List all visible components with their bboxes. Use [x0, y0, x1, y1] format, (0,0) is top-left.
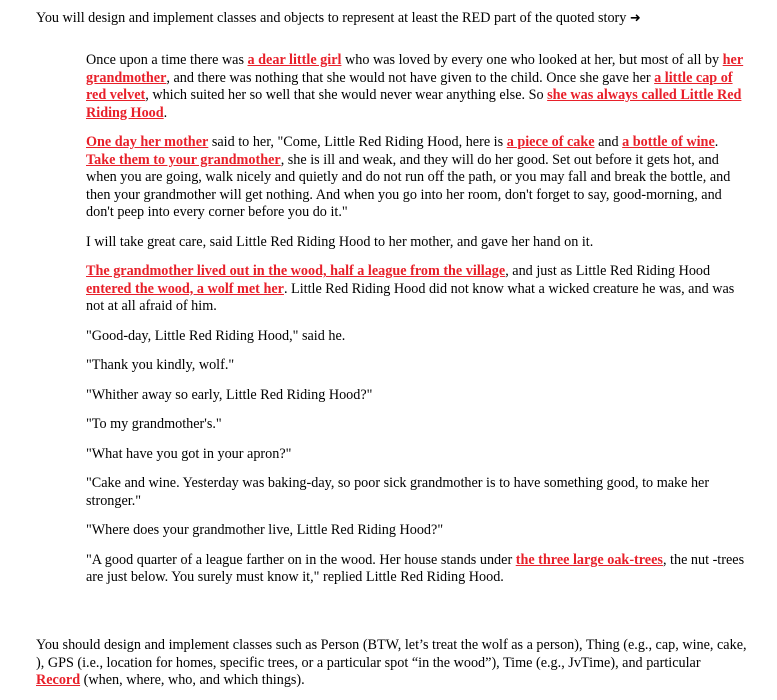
story-paragraph-8: "To my grandmother's." [86, 416, 222, 432]
story-paragraph-9: "What have you got in your apron?" [86, 445, 292, 462]
highlighted-phrase: a little cap of red velvet [86, 69, 733, 103]
story-text: . [163, 104, 168, 121]
story-text: and [594, 134, 623, 150]
outro-text: (when, where, who, and which things). [80, 672, 305, 688]
highlighted-phrase: Record [36, 672, 81, 688]
instruction-outro [36, 637, 748, 690]
right-arrow-icon: ➜ [629, 11, 641, 26]
story-paragraph-6: "Thank you kindly, wolf." [86, 357, 235, 373]
story-text: , she is ill and weak, and they will do her good. Set out before it gets hot, and when you are going, walk nicely and quietly and do not run off the path, or you may fall and break the bottle, and then your grandmother will get nothing. And when you go into her room, don't forget to say, good-morning, and don't peep into every corner before you do it." [86, 151, 731, 220]
story-text: . Little Red Riding Hood did not know what a wicked creature he was, and was not at all afraid of him. [86, 280, 735, 314]
highlighted-phrase: The grandmother lived out in the wood, half a league from the village [86, 263, 506, 279]
story-text: "A good quarter of a league farther on in the wood. Her house stands under [86, 551, 516, 568]
outro-text: You should design and implement classes such as Person (BTW, let’s treat the wolf as a person), Thing (e.g., cap, wine, cake, ), GPS (i.e., location for homes, specific trees, or a particular spot “in the wood”), Time (e.g., JvTime), and particular [36, 637, 747, 671]
quoted-story [86, 52, 746, 599]
story-paragraph-12 [86, 552, 746, 587]
story-paragraph-11: "Where does your grandmother live, Little Red Riding Hood?" [86, 522, 444, 538]
story-text: . [714, 134, 719, 150]
story-text: Once upon a time there was [86, 52, 248, 68]
story-text: said to her, "Come, Little Red Riding Hood, here is [208, 134, 507, 150]
story-paragraph-10: "Cake and wine. Yesterday was baking-day, so poor sick grandmother is to have something good, to make her stronger." [86, 475, 710, 509]
highlighted-phrase: the three large oak-trees [515, 551, 663, 568]
intro-text: You will design and implement classes and objects to represent at least the RED part of the quoted story [36, 10, 627, 26]
instruction-intro [36, 9, 766, 28]
highlighted-phrase: One day her mother [86, 134, 209, 150]
story-paragraph-7: "Whither away so early, Little Red Riding Hood?" [86, 386, 373, 403]
story-text: who was loved by every one who looked at her, but most of all by [341, 52, 723, 68]
highlighted-phrase: a piece of cake [506, 134, 595, 150]
story-text: , which suited her so well that she would never wear anything else. So [145, 87, 548, 103]
highlighted-phrase: she was always called Little Red Riding Hood [86, 87, 742, 121]
highlighted-phrase: her grandmother [86, 52, 744, 86]
highlighted-phrase: Take them to your grandmother [86, 151, 281, 168]
story-text: , and just as Little Red Riding Hood [505, 263, 711, 279]
story-text: , the nut -trees are just below. You surely must know it," replied Little Red Riding Hood. [86, 551, 745, 585]
story-paragraph-4 [86, 263, 746, 316]
highlighted-phrase: entered the wood, a wolf met her [86, 280, 284, 297]
highlighted-phrase: a bottle of wine [622, 134, 715, 150]
story-paragraph-3: I will take great care, said Little Red Riding Hood to her mother, and gave her hand on it. [86, 233, 594, 250]
story-paragraph-2 [86, 134, 746, 222]
story-text: , and there was nothing that she would not have given to the child. Once she gave her [166, 69, 655, 86]
story-paragraph-5: "Good-day, Little Red Riding Hood," said he. [86, 327, 346, 344]
highlighted-phrase: a dear little girl [247, 52, 342, 68]
story-paragraph-1 [86, 52, 746, 122]
